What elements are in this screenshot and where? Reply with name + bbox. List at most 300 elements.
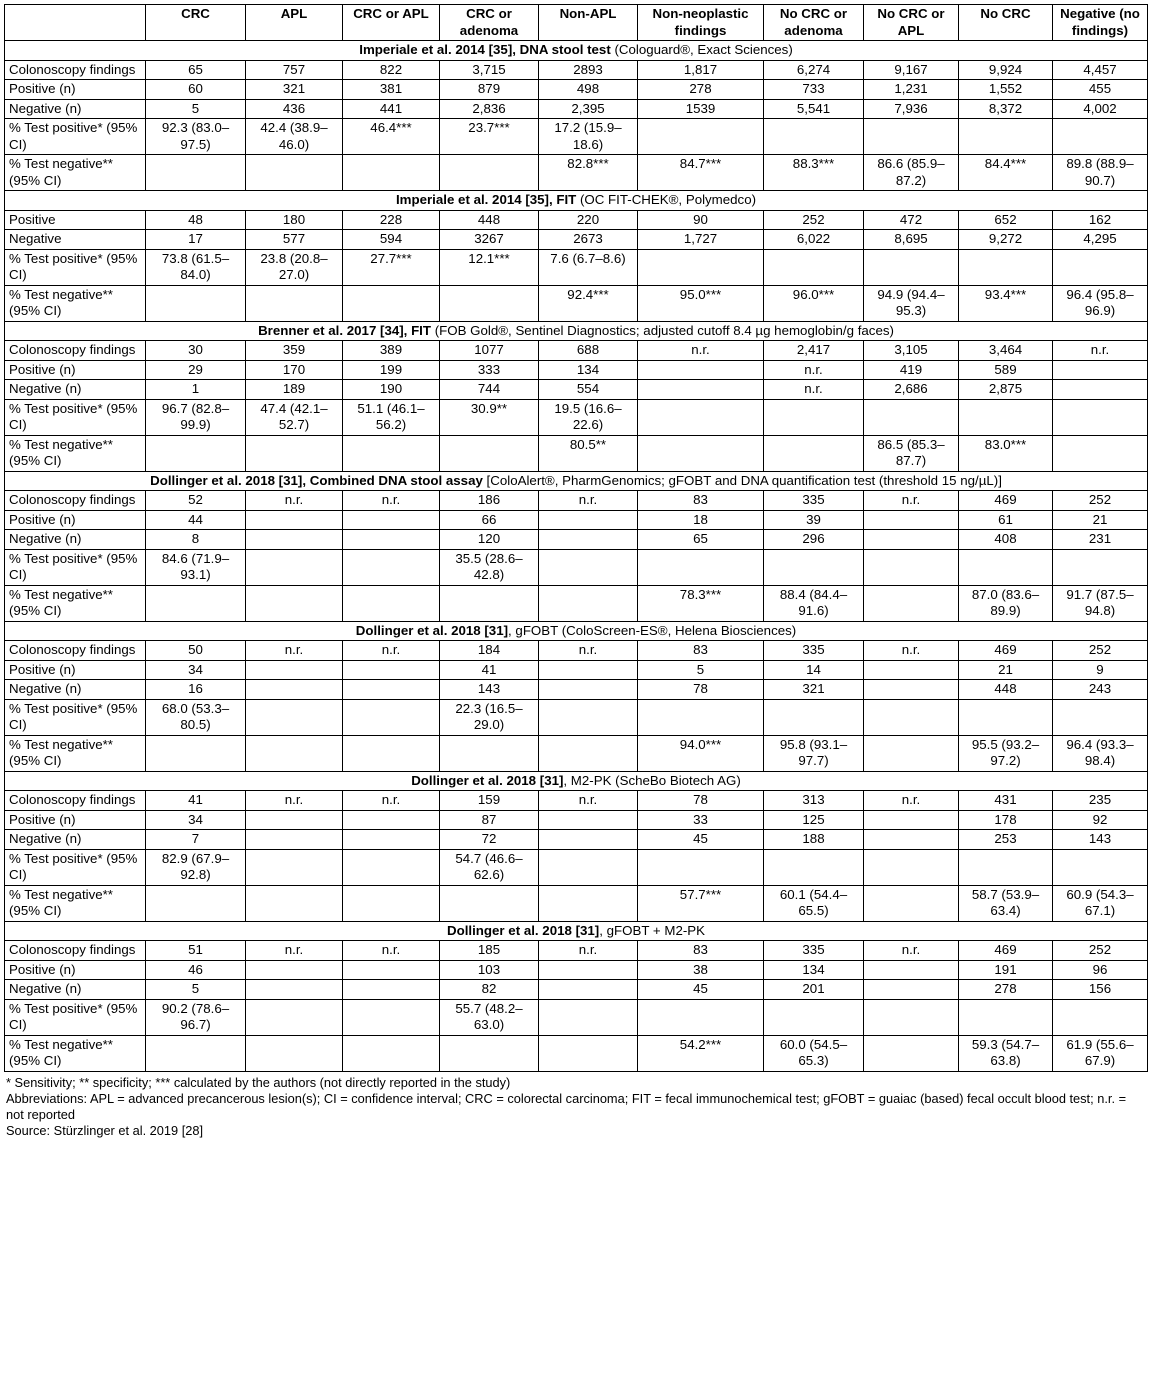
row-label: Positive bbox=[5, 210, 146, 230]
table-cell: 17.2 (15.9–18.6) bbox=[539, 119, 638, 155]
table-cell bbox=[864, 699, 959, 735]
table-cell: 61.9 (55.6–67.9) bbox=[1053, 1035, 1148, 1071]
table-cell: 78 bbox=[638, 680, 764, 700]
row-label: % Test negative** (95% CI) bbox=[5, 285, 146, 321]
table-cell bbox=[638, 999, 764, 1035]
table-cell: 16 bbox=[146, 680, 246, 700]
table-cell bbox=[246, 980, 343, 1000]
table-cell: 235 bbox=[1053, 791, 1148, 811]
table-cell: 441 bbox=[343, 99, 440, 119]
table-cell: n.r. bbox=[539, 641, 638, 661]
table-cell bbox=[146, 285, 246, 321]
table-cell: 577 bbox=[246, 230, 343, 250]
table-cell: 50 bbox=[146, 641, 246, 661]
table-cell: 47.4 (42.1–52.7) bbox=[246, 399, 343, 435]
table-cell: 55.7 (48.2–63.0) bbox=[440, 999, 539, 1035]
table-cell: 189 bbox=[246, 380, 343, 400]
table-row bbox=[5, 830, 1148, 850]
table-cell bbox=[1053, 849, 1148, 885]
table-row bbox=[5, 849, 1148, 885]
table-cell: 21 bbox=[1053, 510, 1148, 530]
row-label: Positive (n) bbox=[5, 80, 146, 100]
section-header-row bbox=[5, 191, 1148, 211]
table-row bbox=[5, 641, 1148, 661]
table-cell bbox=[343, 960, 440, 980]
table-cell bbox=[864, 735, 959, 771]
table-row bbox=[5, 549, 1148, 585]
table-cell: 90 bbox=[638, 210, 764, 230]
table-cell bbox=[864, 960, 959, 980]
table-cell: 39 bbox=[764, 510, 864, 530]
table-cell bbox=[246, 1035, 343, 1071]
table-cell bbox=[864, 530, 959, 550]
header-cell bbox=[5, 5, 146, 41]
table-cell: 733 bbox=[764, 80, 864, 100]
table-cell bbox=[343, 285, 440, 321]
table-cell bbox=[539, 830, 638, 850]
table-cell: 3,715 bbox=[440, 60, 539, 80]
table-cell: 278 bbox=[959, 980, 1053, 1000]
header-cell: CRC bbox=[146, 5, 246, 41]
table-cell bbox=[959, 549, 1053, 585]
table-cell: 68.0 (53.3–80.5) bbox=[146, 699, 246, 735]
table-cell: 44 bbox=[146, 510, 246, 530]
section-title bbox=[5, 771, 1148, 791]
table-cell: 78.3*** bbox=[638, 585, 764, 621]
table-cell: 159 bbox=[440, 791, 539, 811]
table-cell: 65 bbox=[146, 60, 246, 80]
table-cell: 120 bbox=[440, 530, 539, 550]
table-cell bbox=[1053, 380, 1148, 400]
row-label: % Test negative** (95% CI) bbox=[5, 435, 146, 471]
section-title bbox=[5, 471, 1148, 491]
table-cell: 96.0*** bbox=[764, 285, 864, 321]
table-cell: 51 bbox=[146, 941, 246, 961]
table-cell bbox=[539, 810, 638, 830]
table-cell: 1,817 bbox=[638, 60, 764, 80]
table-cell: 54.7 (46.6–62.6) bbox=[440, 849, 539, 885]
table-cell bbox=[864, 1035, 959, 1071]
table-cell: 252 bbox=[1053, 941, 1148, 961]
row-label: Colonoscopy findings bbox=[5, 60, 146, 80]
table-cell: 125 bbox=[764, 810, 864, 830]
table-cell: 41 bbox=[440, 660, 539, 680]
table-cell bbox=[638, 399, 764, 435]
table-cell: 38 bbox=[638, 960, 764, 980]
header-cell: CRC or APL bbox=[343, 5, 440, 41]
table-cell: 472 bbox=[864, 210, 959, 230]
source-note: Source: Stürzlinger et al. 2019 [28] bbox=[6, 1122, 204, 1138]
table-cell bbox=[1053, 549, 1148, 585]
table-cell: 48 bbox=[146, 210, 246, 230]
table-cell: 228 bbox=[343, 210, 440, 230]
section-title-study: Dollinger et al. 2018 [31] bbox=[355, 622, 509, 638]
table-cell bbox=[638, 249, 764, 285]
table-row bbox=[5, 810, 1148, 830]
table-cell: 95.8 (93.1–97.7) bbox=[764, 735, 864, 771]
table-cell bbox=[1053, 360, 1148, 380]
table-cell: 46 bbox=[146, 960, 246, 980]
table-cell: 3267 bbox=[440, 230, 539, 250]
table-cell bbox=[864, 830, 959, 850]
header-cell: APL bbox=[246, 5, 343, 41]
table-cell: 1077 bbox=[440, 341, 539, 361]
table-cell bbox=[246, 999, 343, 1035]
table-cell: 321 bbox=[764, 680, 864, 700]
table-cell: 5,541 bbox=[764, 99, 864, 119]
table-cell: 594 bbox=[343, 230, 440, 250]
table-cell: 29 bbox=[146, 360, 246, 380]
table-cell bbox=[638, 380, 764, 400]
table-cell bbox=[959, 119, 1053, 155]
table-cell: 88.4 (84.4–91.6) bbox=[764, 585, 864, 621]
table-row bbox=[5, 980, 1148, 1000]
row-label: Colonoscopy findings bbox=[5, 941, 146, 961]
table-cell: 162 bbox=[1053, 210, 1148, 230]
table-cell: 73.8 (61.5–84.0) bbox=[146, 249, 246, 285]
table-cell: 134 bbox=[539, 360, 638, 380]
table-cell: 91.7 (87.5–94.8) bbox=[1053, 585, 1148, 621]
table-cell bbox=[146, 885, 246, 921]
table-cell: 190 bbox=[343, 380, 440, 400]
table-cell bbox=[440, 435, 539, 471]
row-label: % Test negative** (95% CI) bbox=[5, 1035, 146, 1071]
table-cell: 335 bbox=[764, 491, 864, 511]
table-cell: 90.2 (78.6–96.7) bbox=[146, 999, 246, 1035]
table-cell: 8,695 bbox=[864, 230, 959, 250]
section-title bbox=[5, 41, 1148, 61]
table-cell: 21 bbox=[959, 660, 1053, 680]
table-cell: 12.1*** bbox=[440, 249, 539, 285]
table-cell: n.r. bbox=[343, 491, 440, 511]
table-cell bbox=[343, 885, 440, 921]
table-cell: 82.9 (67.9–92.8) bbox=[146, 849, 246, 885]
table-cell bbox=[539, 735, 638, 771]
table-cell bbox=[343, 680, 440, 700]
table-cell: 7 bbox=[146, 830, 246, 850]
table-cell bbox=[246, 885, 343, 921]
table-cell: 253 bbox=[959, 830, 1053, 850]
table-cell bbox=[343, 435, 440, 471]
section-title bbox=[5, 621, 1148, 641]
row-label: % Test positive* (95% CI) bbox=[5, 549, 146, 585]
table-row bbox=[5, 380, 1148, 400]
table-cell bbox=[246, 960, 343, 980]
table-cell bbox=[146, 735, 246, 771]
table-cell: 180 bbox=[246, 210, 343, 230]
table-row bbox=[5, 360, 1148, 380]
table-row bbox=[5, 230, 1148, 250]
table-cell: 93.4*** bbox=[959, 285, 1053, 321]
table-cell bbox=[864, 399, 959, 435]
table-cell: 34 bbox=[146, 810, 246, 830]
row-label: Colonoscopy findings bbox=[5, 491, 146, 511]
table-cell bbox=[764, 849, 864, 885]
section-title-study: Imperiale et al. 2014 [35], DNA stool test bbox=[359, 42, 611, 57]
table-cell bbox=[539, 510, 638, 530]
table-cell: 5 bbox=[146, 980, 246, 1000]
table-cell: 7,936 bbox=[864, 99, 959, 119]
table-cell bbox=[1053, 399, 1148, 435]
table-cell: 744 bbox=[440, 380, 539, 400]
table-cell bbox=[246, 660, 343, 680]
header-cell: Negative (no findings) bbox=[1053, 5, 1148, 41]
section-title-study: Imperiale et al. 2014 [35], FIT bbox=[395, 192, 577, 207]
results-table bbox=[4, 4, 1148, 1072]
table-cell: 92.4*** bbox=[539, 285, 638, 321]
header-cell: No CRC or adenoma bbox=[764, 5, 864, 41]
table-cell bbox=[764, 119, 864, 155]
table-cell: 19.5 (16.6–22.6) bbox=[539, 399, 638, 435]
table-cell bbox=[146, 435, 246, 471]
table-cell bbox=[1053, 435, 1148, 471]
table-cell bbox=[539, 585, 638, 621]
table-cell bbox=[246, 680, 343, 700]
table-cell bbox=[864, 510, 959, 530]
section-title-study: Dollinger et al. 2018 [31] bbox=[446, 922, 600, 938]
table-cell bbox=[440, 285, 539, 321]
table-cell bbox=[343, 699, 440, 735]
table-cell: 1539 bbox=[638, 99, 764, 119]
table-cell: 688 bbox=[539, 341, 638, 361]
table-cell: 333 bbox=[440, 360, 539, 380]
table-cell: 86.5 (85.3–87.7) bbox=[864, 435, 959, 471]
table-cell: 14 bbox=[764, 660, 864, 680]
row-label: Negative (n) bbox=[5, 99, 146, 119]
table-cell bbox=[343, 585, 440, 621]
table-cell bbox=[864, 585, 959, 621]
section-header-row bbox=[5, 771, 1148, 791]
table-cell: 27.7*** bbox=[343, 249, 440, 285]
table-cell bbox=[539, 699, 638, 735]
table-cell bbox=[343, 660, 440, 680]
table-cell: 72 bbox=[440, 830, 539, 850]
table-cell bbox=[864, 549, 959, 585]
table-row bbox=[5, 399, 1148, 435]
table-cell: 83 bbox=[638, 641, 764, 661]
table-cell: 4,002 bbox=[1053, 99, 1148, 119]
table-cell bbox=[343, 735, 440, 771]
table-cell: n.r. bbox=[764, 380, 864, 400]
table-cell: 78 bbox=[638, 791, 764, 811]
table-cell bbox=[440, 585, 539, 621]
table-cell bbox=[343, 849, 440, 885]
table-cell: 59.3 (54.7–63.8) bbox=[959, 1035, 1053, 1071]
row-label: % Test positive* (95% CI) bbox=[5, 249, 146, 285]
table-row bbox=[5, 699, 1148, 735]
table-cell bbox=[146, 1035, 246, 1071]
table-cell: 381 bbox=[343, 80, 440, 100]
section-title bbox=[5, 191, 1148, 211]
section-header-row bbox=[5, 921, 1148, 941]
table-cell: 448 bbox=[959, 680, 1053, 700]
table-cell: 45 bbox=[638, 980, 764, 1000]
table-cell: 84.6 (71.9–93.1) bbox=[146, 549, 246, 585]
row-label: Negative (n) bbox=[5, 980, 146, 1000]
row-label: Colonoscopy findings bbox=[5, 341, 146, 361]
table-cell bbox=[638, 360, 764, 380]
table-cell bbox=[764, 699, 864, 735]
table-row bbox=[5, 960, 1148, 980]
table-cell: 143 bbox=[1053, 830, 1148, 850]
table-cell bbox=[764, 549, 864, 585]
table-cell: 6,022 bbox=[764, 230, 864, 250]
table-cell: n.r. bbox=[343, 791, 440, 811]
section-header-row bbox=[5, 41, 1148, 61]
table-cell: 89.8 (88.9–90.7) bbox=[1053, 155, 1148, 191]
table-cell: 52 bbox=[146, 491, 246, 511]
table-cell: 66 bbox=[440, 510, 539, 530]
row-label: % Test negative** (95% CI) bbox=[5, 585, 146, 621]
table-cell bbox=[1053, 999, 1148, 1035]
table-cell bbox=[864, 119, 959, 155]
row-label: % Test positive* (95% CI) bbox=[5, 699, 146, 735]
table-cell bbox=[343, 155, 440, 191]
section-header-row bbox=[5, 321, 1148, 341]
table-notes bbox=[4, 1075, 1147, 1139]
row-label: Positive (n) bbox=[5, 810, 146, 830]
table-cell: 96.4 (95.8–96.9) bbox=[1053, 285, 1148, 321]
table-cell: n.r. bbox=[246, 791, 343, 811]
table-row bbox=[5, 341, 1148, 361]
table-cell bbox=[539, 549, 638, 585]
table-cell bbox=[1053, 119, 1148, 155]
table-cell: 469 bbox=[959, 641, 1053, 661]
table-row bbox=[5, 80, 1148, 100]
table-cell bbox=[440, 155, 539, 191]
table-cell: 80.5** bbox=[539, 435, 638, 471]
header-cell: CRC or adenoma bbox=[440, 5, 539, 41]
table-row bbox=[5, 491, 1148, 511]
table-cell: 9 bbox=[1053, 660, 1148, 680]
table-cell: 554 bbox=[539, 380, 638, 400]
table-cell bbox=[440, 1035, 539, 1071]
table-cell: 408 bbox=[959, 530, 1053, 550]
table-cell: 94.9 (94.4–95.3) bbox=[864, 285, 959, 321]
table-row bbox=[5, 285, 1148, 321]
table-cell bbox=[764, 249, 864, 285]
table-cell: 143 bbox=[440, 680, 539, 700]
table-cell bbox=[959, 849, 1053, 885]
table-cell bbox=[343, 810, 440, 830]
table-cell bbox=[246, 699, 343, 735]
table-cell: 469 bbox=[959, 491, 1053, 511]
table-cell bbox=[246, 549, 343, 585]
section-title-detail: [ColoAlert®, PharmGenomics; gFOBT and DNA quantification test (threshold 15 ng/µL)] bbox=[482, 472, 1002, 488]
section-title-detail: , M2-PK (ScheBo Biotech AG) bbox=[563, 772, 741, 788]
row-label: Negative (n) bbox=[5, 380, 146, 400]
abbreviations-note: Abbreviations: APL = advanced precancerous lesion(s); CI = confidence interval; CRC = colorectal carcinoma; FIT = fecal immunochemical test; gFOBT = guaiac (based) fecal occult blood test; n.r. = not reported bbox=[6, 1090, 1127, 1122]
table-cell: 2,836 bbox=[440, 99, 539, 119]
table-cell: 7.6 (6.7–8.6) bbox=[539, 249, 638, 285]
table-cell: 5 bbox=[146, 99, 246, 119]
table-cell: 96.4 (93.3–98.4) bbox=[1053, 735, 1148, 771]
table-cell: n.r. bbox=[1053, 341, 1148, 361]
table-cell: 321 bbox=[246, 80, 343, 100]
table-cell: 23.7*** bbox=[440, 119, 539, 155]
table-row bbox=[5, 435, 1148, 471]
section-title-study: Dollinger et al. 2018 [31], Combined DNA stool assay bbox=[150, 472, 483, 488]
table-cell: 82.8*** bbox=[539, 155, 638, 191]
table-cell bbox=[246, 849, 343, 885]
table-cell: 4,295 bbox=[1053, 230, 1148, 250]
table-row bbox=[5, 530, 1148, 550]
table-cell: 92.3 (83.0–97.5) bbox=[146, 119, 246, 155]
table-cell bbox=[1053, 699, 1148, 735]
table-cell bbox=[764, 435, 864, 471]
table-cell: 83.0*** bbox=[959, 435, 1053, 471]
table-cell bbox=[864, 980, 959, 1000]
table-cell: 4,457 bbox=[1053, 60, 1148, 80]
table-cell bbox=[864, 885, 959, 921]
table-cell: n.r. bbox=[343, 941, 440, 961]
table-cell bbox=[638, 435, 764, 471]
table-cell: 296 bbox=[764, 530, 864, 550]
table-cell bbox=[764, 399, 864, 435]
table-cell bbox=[146, 155, 246, 191]
row-label: % Test negative** (95% CI) bbox=[5, 155, 146, 191]
table-cell bbox=[539, 885, 638, 921]
table-cell: 96.7 (82.8–99.9) bbox=[146, 399, 246, 435]
row-label: Positive (n) bbox=[5, 510, 146, 530]
table-cell: 60.9 (54.3–67.1) bbox=[1053, 885, 1148, 921]
table-cell: 188 bbox=[764, 830, 864, 850]
table-cell: 278 bbox=[638, 80, 764, 100]
row-label: Negative (n) bbox=[5, 530, 146, 550]
table-cell: 436 bbox=[246, 99, 343, 119]
section-title bbox=[5, 321, 1148, 341]
table-cell bbox=[246, 585, 343, 621]
table-cell bbox=[246, 830, 343, 850]
table-cell: 2,395 bbox=[539, 99, 638, 119]
table-cell bbox=[638, 119, 764, 155]
table-row bbox=[5, 155, 1148, 191]
table-cell: 185 bbox=[440, 941, 539, 961]
table-cell: 8,372 bbox=[959, 99, 1053, 119]
table-cell: 9,272 bbox=[959, 230, 1053, 250]
section-title-study: Dollinger et al. 2018 [31] bbox=[411, 772, 564, 788]
table-cell bbox=[959, 249, 1053, 285]
table-cell: 1 bbox=[146, 380, 246, 400]
table-cell: 243 bbox=[1053, 680, 1148, 700]
row-label: % Test negative** (95% CI) bbox=[5, 885, 146, 921]
table-row bbox=[5, 885, 1148, 921]
header-cell: No CRC or APL bbox=[864, 5, 959, 41]
table-cell: 61 bbox=[959, 510, 1053, 530]
table-cell: n.r. bbox=[539, 791, 638, 811]
table-cell: n.r. bbox=[246, 641, 343, 661]
table-row bbox=[5, 99, 1148, 119]
table-cell bbox=[959, 999, 1053, 1035]
table-cell: 33 bbox=[638, 810, 764, 830]
table-cell: 335 bbox=[764, 641, 864, 661]
section-title-study: Brenner et al. 2017 [34], FIT bbox=[258, 322, 432, 338]
table-cell bbox=[246, 810, 343, 830]
table-cell: 18 bbox=[638, 510, 764, 530]
table-cell bbox=[864, 999, 959, 1035]
table-cell: 35.5 (28.6–42.8) bbox=[440, 549, 539, 585]
section-title-detail: , gFOBT (ColoScreen-ES®, Helena Biosciences) bbox=[508, 622, 797, 638]
table-cell: 191 bbox=[959, 960, 1053, 980]
table-cell: 2,875 bbox=[959, 380, 1053, 400]
table-cell: 92 bbox=[1053, 810, 1148, 830]
table-cell bbox=[440, 885, 539, 921]
table-cell: 879 bbox=[440, 80, 539, 100]
table-cell: 34 bbox=[146, 660, 246, 680]
table-row bbox=[5, 1035, 1148, 1071]
table-cell bbox=[539, 999, 638, 1035]
table-row bbox=[5, 249, 1148, 285]
